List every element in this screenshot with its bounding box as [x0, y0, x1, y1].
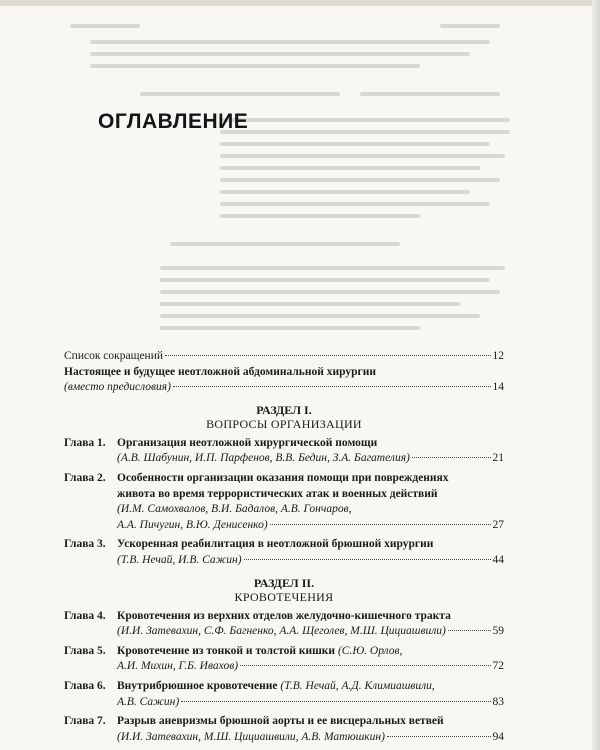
toc-entry-chapter-2[interactable] — [64, 471, 504, 533]
entry-subtitle: (вместо предисловия) — [64, 381, 171, 394]
page-title: ОГЛАВЛЕНИЕ — [98, 110, 249, 133]
entry-title: Настоящее и будущее неотложной абдоминальной хирургии — [64, 365, 377, 378]
chapter-number: Глава 4. — [64, 609, 106, 622]
table-of-contents — [64, 349, 504, 745]
chapter-authors: (А.В. Шабунин, И.П. Парфенов, В.В. Бедин, З.А. Багателия) — [117, 452, 410, 465]
dot-leader — [448, 630, 491, 631]
page-top-edge — [0, 0, 600, 6]
toc-entry-chapter-4[interactable] — [64, 609, 504, 640]
section-heading-2 — [64, 576, 504, 605]
dot-leader — [240, 665, 490, 666]
chapter-title-continued: живота во время террористических атак и военных действий — [117, 487, 438, 500]
toc-entry-chapter-3[interactable] — [64, 537, 504, 568]
chapter-title: Ускоренная реабилитация в неотложной брюшной хирургии — [117, 538, 434, 551]
chapter-title: Организация неотложной хирургической помощи — [117, 436, 378, 449]
chapter-number: Глава 2. — [64, 471, 106, 484]
chapter-title: Особенности организации оказания помощи при повреждениях — [117, 471, 449, 484]
page-number: 12 — [492, 350, 504, 362]
chapter-authors: (И.И. Затевахин, М.Ш. Цициашвили, А.В. Матюшкин) — [117, 730, 385, 743]
page-right-edge — [592, 0, 600, 750]
section-heading-1 — [64, 403, 504, 432]
page-number: 94 — [492, 730, 504, 743]
section-label: РАЗДЕЛ I. — [256, 402, 312, 417]
chapter-title: Кровотечения из верхних отделов желудочно-кишечного тракта — [117, 609, 451, 622]
chapter-authors: (Т.В. Нечай, И.В. Сажин) — [117, 553, 242, 566]
chapter-authors-continued: А.А. Пичугин, В.Ю. Денисенко) — [117, 518, 268, 531]
chapter-number: Глава 1. — [64, 436, 106, 449]
chapter-number: Глава 5. — [64, 644, 106, 657]
chapter-number: Глава 3. — [64, 538, 106, 551]
page-number: 14 — [492, 381, 504, 394]
dot-leader — [412, 457, 491, 458]
chapter-number: Глава 7. — [64, 715, 106, 728]
toc-entry-chapter-5[interactable] — [64, 644, 504, 675]
chapter-title: Кровотечение из тонкой и толстой кишки — [117, 644, 336, 657]
page-number: 72 — [492, 660, 504, 673]
chapter-authors: (И.М. Самохвалов, В.И. Бадалов, А.В. Гончаров, — [117, 503, 352, 516]
chapter-title: Разрыв аневризмы брюшной аорты и ее висцеральных ветвей — [117, 715, 444, 728]
chapter-authors: (С.Ю. Орлов, — [337, 644, 403, 657]
toc-entry-chapter-1[interactable] — [64, 436, 504, 467]
section-label: РАЗДЕЛ II. — [253, 575, 315, 590]
show-through-text — [60, 20, 515, 340]
dot-leader — [244, 559, 491, 560]
chapter-title: Внутрибрюшное кровотечение — [117, 679, 278, 692]
chapter-number: Глава 6. — [64, 679, 106, 692]
page-number: 44 — [492, 553, 504, 566]
chapter-authors-continued: А.В. Сажин) — [117, 695, 180, 708]
toc-entry-chapter-7[interactable] — [64, 714, 504, 745]
dot-leader — [181, 701, 490, 702]
page-number: 27 — [492, 518, 504, 531]
section-title: ВОПРОСЫ ОРГАНИЗАЦИИ — [206, 417, 362, 432]
chapter-authors: (Т.В. Нечай, А.Д. Климиашвили, — [280, 679, 435, 692]
toc-entry-abbreviations[interactable] — [64, 349, 504, 365]
page-number: 59 — [492, 625, 504, 638]
dot-leader — [387, 736, 491, 737]
chapter-authors: (И.И. Затевахин, С.Ф. Багненко, А.А. Щеголев, М.Ш. Цициашвили) — [117, 625, 446, 638]
dot-leader — [270, 524, 491, 525]
chapter-authors-continued: А.И. Михин, Г.Б. Ивахов) — [117, 660, 239, 673]
toc-entry-preface[interactable] — [64, 365, 504, 396]
entry-title: Список сокращений — [64, 350, 164, 362]
dot-leader — [165, 355, 490, 356]
page-number: 83 — [492, 695, 504, 708]
dot-leader — [173, 386, 491, 387]
toc-entry-chapter-6[interactable] — [64, 679, 504, 710]
page-number: 21 — [492, 452, 504, 465]
section-title: КРОВОТЕЧЕНИЯ — [234, 590, 334, 605]
